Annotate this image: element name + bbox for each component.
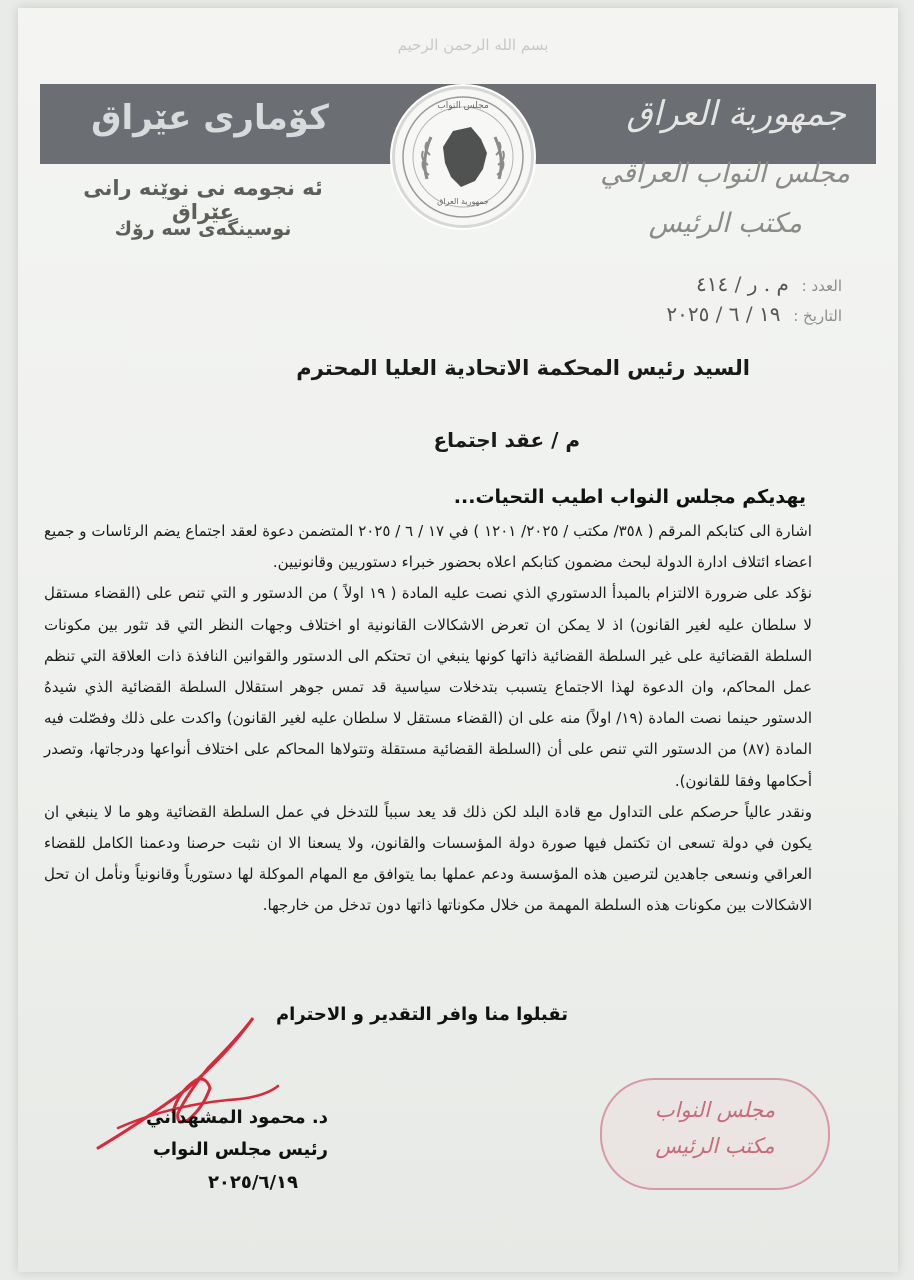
emblem-label-bottom: جمهورية العراق — [437, 197, 489, 206]
reference-number-value: م . ر / ٤١٤ — [696, 272, 789, 296]
reference-date-label: التاريخ : — [793, 307, 842, 325]
kurdish-parliament-name: ئه نجومه نی نوێنه رانی عێراق — [83, 176, 323, 224]
basmala-text: بسم الله الرحمن الرحيم — [397, 36, 549, 54]
subject-line: م / عقد اجتماع — [433, 428, 580, 452]
letter-page — [18, 8, 898, 1272]
signer-name: د. محمود المشهداني — [145, 1107, 328, 1128]
stamp-line-office: مكتب الرئيس — [655, 1134, 775, 1158]
body-paragraph: نؤكد على ضرورة الالتزام بالمبدأ الدستوري الذي نصت عليه المادة ( ١٩ اولاً ) من الدستور و التي تنص على (القضاء مستقل لا سلطان عليه لغير القانون) اذ لا يمكن ان تعرض الاشكالات القانونية او اختلاف وجهات النظر التي قد تثور بين مكونات السلطة القضائية على غير السلطة القضائية ذاتها كونها ينبغي ان تحتكم الى الدستور والقوانين النافذة ذات العلاقة التي تنظم عمل المحاكم، وان الدعوة لهذا الاجتماع يتسبب بتدخلات سياسية قد تمس جوهر استقلال السلطة القضائية الذي شيدهُ الدستور حينما نصت المادة (١٩/ اولاً) منه على ان (القضاء مستقل لا سلطان عليه لغير القانون) واكدت على ذلك وفصّلت فيه المادة (٨٧) من الدستور التي تنص على أن (السلطة القضائية مستقلة وتتولاها المحاكم على اختلاف أنواعها ودرجاتها، وتصدر أحكامها وفقا للقانون). — [44, 584, 813, 790]
emblem-label-top: مجلس النواب — [437, 101, 489, 111]
parliament-emblem-icon — [392, 86, 534, 228]
signer-block — [88, 1102, 328, 1166]
arabic-office-name: مكتب الرئيس — [648, 208, 802, 239]
office-stamp — [600, 1078, 830, 1190]
stamp-line-parliament: مجلس النواب — [654, 1098, 776, 1122]
letter-body — [44, 516, 812, 922]
reference-date-value: ١٩ / ٦ / ٢٠٢٥ — [666, 302, 781, 326]
closing-line: تقبلوا منا وافر التقدير و الاحترام — [275, 1004, 568, 1025]
reference-number-label: العدد : — [801, 277, 842, 295]
arabic-country-title: جمهورية العراق — [626, 94, 846, 134]
kurdish-office-name: نوسینگه‌ی سه رۆك — [114, 218, 292, 240]
kurdish-country-title: كۆماری عێراق — [91, 98, 329, 138]
addressee-line: السيد رئيس المحكمة الاتحادية العليا المحترم — [296, 356, 750, 380]
greeting-line: يهديكم مجلس النواب اطيب التحيات... — [453, 486, 806, 508]
reference-date-line — [522, 302, 842, 326]
signature-date: ٢٠٢٥/٦/١٩ — [207, 1172, 298, 1193]
body-paragraph: اشارة الى كتابكم المرقم ( ٣٥٨/ مكتب / ٢٠٢٥/ ١٢٠١ ) في ١٧ / ٦ / ٢٠٢٥ المتضمن دعوة لعقد اجتماع يضم الرئاسات و جميع اعضاء ائتلاف ادارة الدولة لبحث مضمون كتابكم اعلاه بحضور خبراء دستوريين وقانونيين. — [44, 522, 812, 572]
signer-title: رئيس مجلس النواب — [152, 1139, 328, 1160]
arabic-parliament-name: مجلس النواب العراقي — [600, 158, 850, 189]
reference-number-line — [522, 272, 842, 296]
body-paragraph: ونقدر عالياً حرصكم على التداول مع قادة البلد لكن ذلك قد يعد سبباً للتدخل في عمل السلطة القضائية وهو ما لا ينبغي ان يكون في دولة تسعى ان تكتمل فيها صورة دولة المؤسسات والقانون، ولا يسعنا الا ان نثبت حرصنا ودعمنا الكامل للقضاء العراقي ونسعى جاهدين لترصين هذه المؤسسة ودعم عملها بما يتوافق مع المهام الموكلة لها دستورياً وقانونياً ونأمل ان تحل الاشكالات بين مكونات هذه السلطة المهمة من خلال مكوناتها ذاتها دون تدخل من خارجها. — [44, 802, 812, 915]
